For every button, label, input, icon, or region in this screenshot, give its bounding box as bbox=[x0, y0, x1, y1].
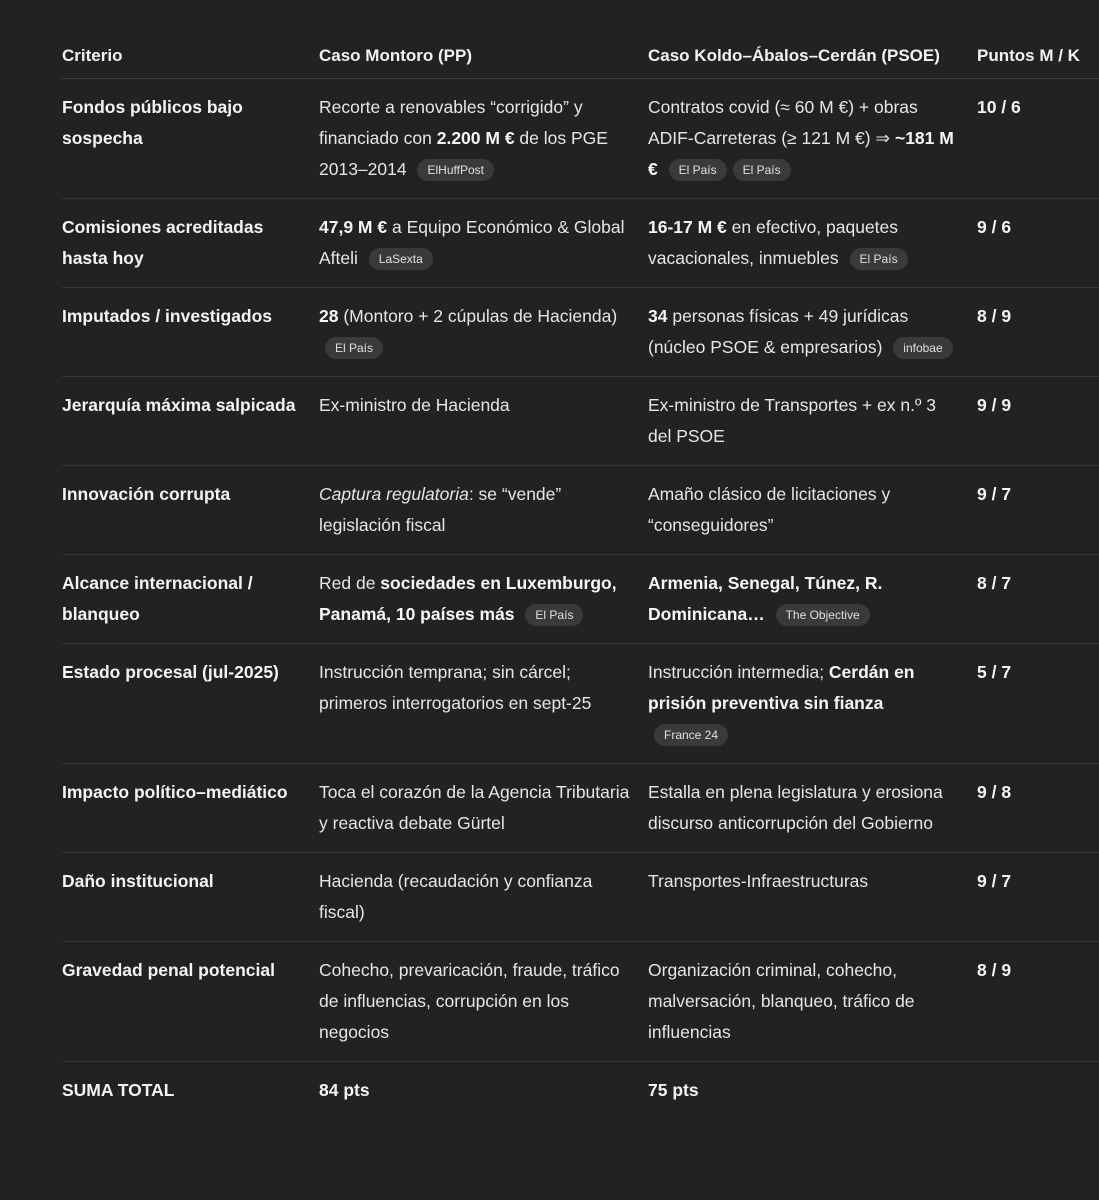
row-criterio: Alcance internacional / blanqueo bbox=[62, 554, 319, 643]
source-chip[interactable]: ElHuffPost bbox=[417, 159, 493, 181]
row-montoro: Toca el corazón de la Agencia Tributaria y reactiva debate Gürtel bbox=[319, 763, 648, 852]
table-row bbox=[62, 287, 1099, 376]
row-montoro: Cohecho, prevaricación, fraude, tráfico de influencias, corrupción en los negocios bbox=[319, 941, 648, 1061]
row-criterio: Estado procesal (jul-2025) bbox=[62, 643, 319, 763]
table-row bbox=[62, 852, 1099, 941]
total-koldo: 75 pts bbox=[648, 1079, 699, 1100]
comparison-table bbox=[62, 0, 1099, 1119]
table-row bbox=[62, 643, 1099, 763]
row-montoro: Recorte a renovables “corrigido” y financiado con 2.200 M € de los PGE 2013–2014 ElHuffPost bbox=[319, 78, 648, 198]
source-chip[interactable]: LaSexta bbox=[369, 248, 433, 270]
row-koldo: 34 personas físicas + 49 jurídicas (núcleo PSOE & empresarios) infobae bbox=[648, 287, 977, 376]
comparison-table-container bbox=[62, 0, 1099, 1119]
row-koldo: Ex-ministro de Transportes + ex n.º 3 del PSOE bbox=[648, 376, 977, 465]
row-puntos: 9 / 6 bbox=[977, 198, 1099, 287]
row-criterio: Gravedad penal potencial bbox=[62, 941, 319, 1061]
row-koldo: Transportes-Infraestructuras bbox=[648, 852, 977, 941]
row-puntos: 8 / 9 bbox=[977, 941, 1099, 1061]
table-row bbox=[62, 78, 1099, 198]
row-montoro: Captura regulatoria: se “vende” legislación fiscal bbox=[319, 465, 648, 554]
row-koldo: Armenia, Senegal, Túnez, R. Dominicana… The Objective bbox=[648, 554, 977, 643]
row-puntos: 10 / 6 bbox=[977, 78, 1099, 198]
row-montoro: Ex-ministro de Hacienda bbox=[319, 376, 648, 465]
table-row bbox=[62, 941, 1099, 1061]
row-montoro: 28 (Montoro + 2 cúpulas de Hacienda) El País bbox=[319, 287, 648, 376]
row-montoro: 47,9 M € a Equipo Económico & Global Afteli LaSexta bbox=[319, 198, 648, 287]
row-criterio: Innovación corrupta bbox=[62, 465, 319, 554]
header-puntos: Puntos M / K bbox=[977, 0, 1099, 78]
total-montoro: 84 pts bbox=[319, 1079, 370, 1100]
total-puntos bbox=[977, 1061, 1099, 1119]
row-puntos: 9 / 9 bbox=[977, 376, 1099, 465]
table-row bbox=[62, 465, 1099, 554]
source-chip[interactable]: The Objective bbox=[776, 604, 870, 626]
row-criterio: Comisiones acreditadas hasta hoy bbox=[62, 198, 319, 287]
header-criterio: Criterio bbox=[62, 0, 319, 78]
row-puntos: 8 / 9 bbox=[977, 287, 1099, 376]
row-koldo: Organización criminal, cohecho, malversación, blanqueo, tráfico de influencias bbox=[648, 941, 977, 1061]
table-row bbox=[62, 763, 1099, 852]
source-chip[interactable]: El País bbox=[669, 159, 727, 181]
header-montoro: Caso Montoro (PP) bbox=[319, 0, 648, 78]
row-montoro: Red de sociedades en Luxemburgo, Panamá, 10 países más El País bbox=[319, 554, 648, 643]
table-row bbox=[62, 376, 1099, 465]
row-puntos: 5 / 7 bbox=[977, 643, 1099, 763]
row-montoro: Hacienda (recaudación y confianza fiscal) bbox=[319, 852, 648, 941]
row-criterio: Fondos públicos bajo sospecha bbox=[62, 78, 319, 198]
row-puntos: 9 / 8 bbox=[977, 763, 1099, 852]
row-koldo: Estalla en plena legislatura y erosiona discurso anticorrupción del Gobierno bbox=[648, 763, 977, 852]
row-koldo: 16-17 M € en efectivo, paquetes vacacionales, inmuebles El País bbox=[648, 198, 977, 287]
row-puntos: 9 / 7 bbox=[977, 852, 1099, 941]
table-header-row bbox=[62, 0, 1099, 78]
row-criterio: Jerarquía máxima salpicada bbox=[62, 376, 319, 465]
source-chip[interactable]: infobae bbox=[893, 337, 952, 359]
table-row bbox=[62, 554, 1099, 643]
row-koldo: Instrucción intermedia; Cerdán en prisión preventiva sin fianza France 24 bbox=[648, 643, 977, 763]
row-puntos: 8 / 7 bbox=[977, 554, 1099, 643]
source-chip[interactable]: El País bbox=[525, 604, 583, 626]
row-criterio: Impacto político–mediático bbox=[62, 763, 319, 852]
source-chip[interactable]: El País bbox=[850, 248, 908, 270]
row-criterio: Imputados / investigados bbox=[62, 287, 319, 376]
row-koldo: Amaño clásico de licitaciones y “conseguidores” bbox=[648, 465, 977, 554]
row-montoro: Instrucción temprana; sin cárcel; primeros interrogatorios en sept-25 bbox=[319, 643, 648, 763]
source-chip[interactable]: France 24 bbox=[654, 724, 728, 746]
header-koldo: Caso Koldo–Ábalos–Cerdán (PSOE) bbox=[648, 0, 977, 78]
row-koldo: Contratos covid (≈ 60 M €) + obras ADIF-Carreteras (≥ 121 M €) ⇒ ~181 M € El País El País bbox=[648, 78, 977, 198]
total-label: SUMA TOTAL bbox=[62, 1079, 175, 1100]
source-chip[interactable]: El País bbox=[325, 337, 383, 359]
table-row bbox=[62, 198, 1099, 287]
total-row bbox=[62, 1061, 1099, 1119]
source-chip[interactable]: El País bbox=[733, 159, 791, 181]
row-puntos: 9 / 7 bbox=[977, 465, 1099, 554]
row-criterio: Daño institucional bbox=[62, 852, 319, 941]
